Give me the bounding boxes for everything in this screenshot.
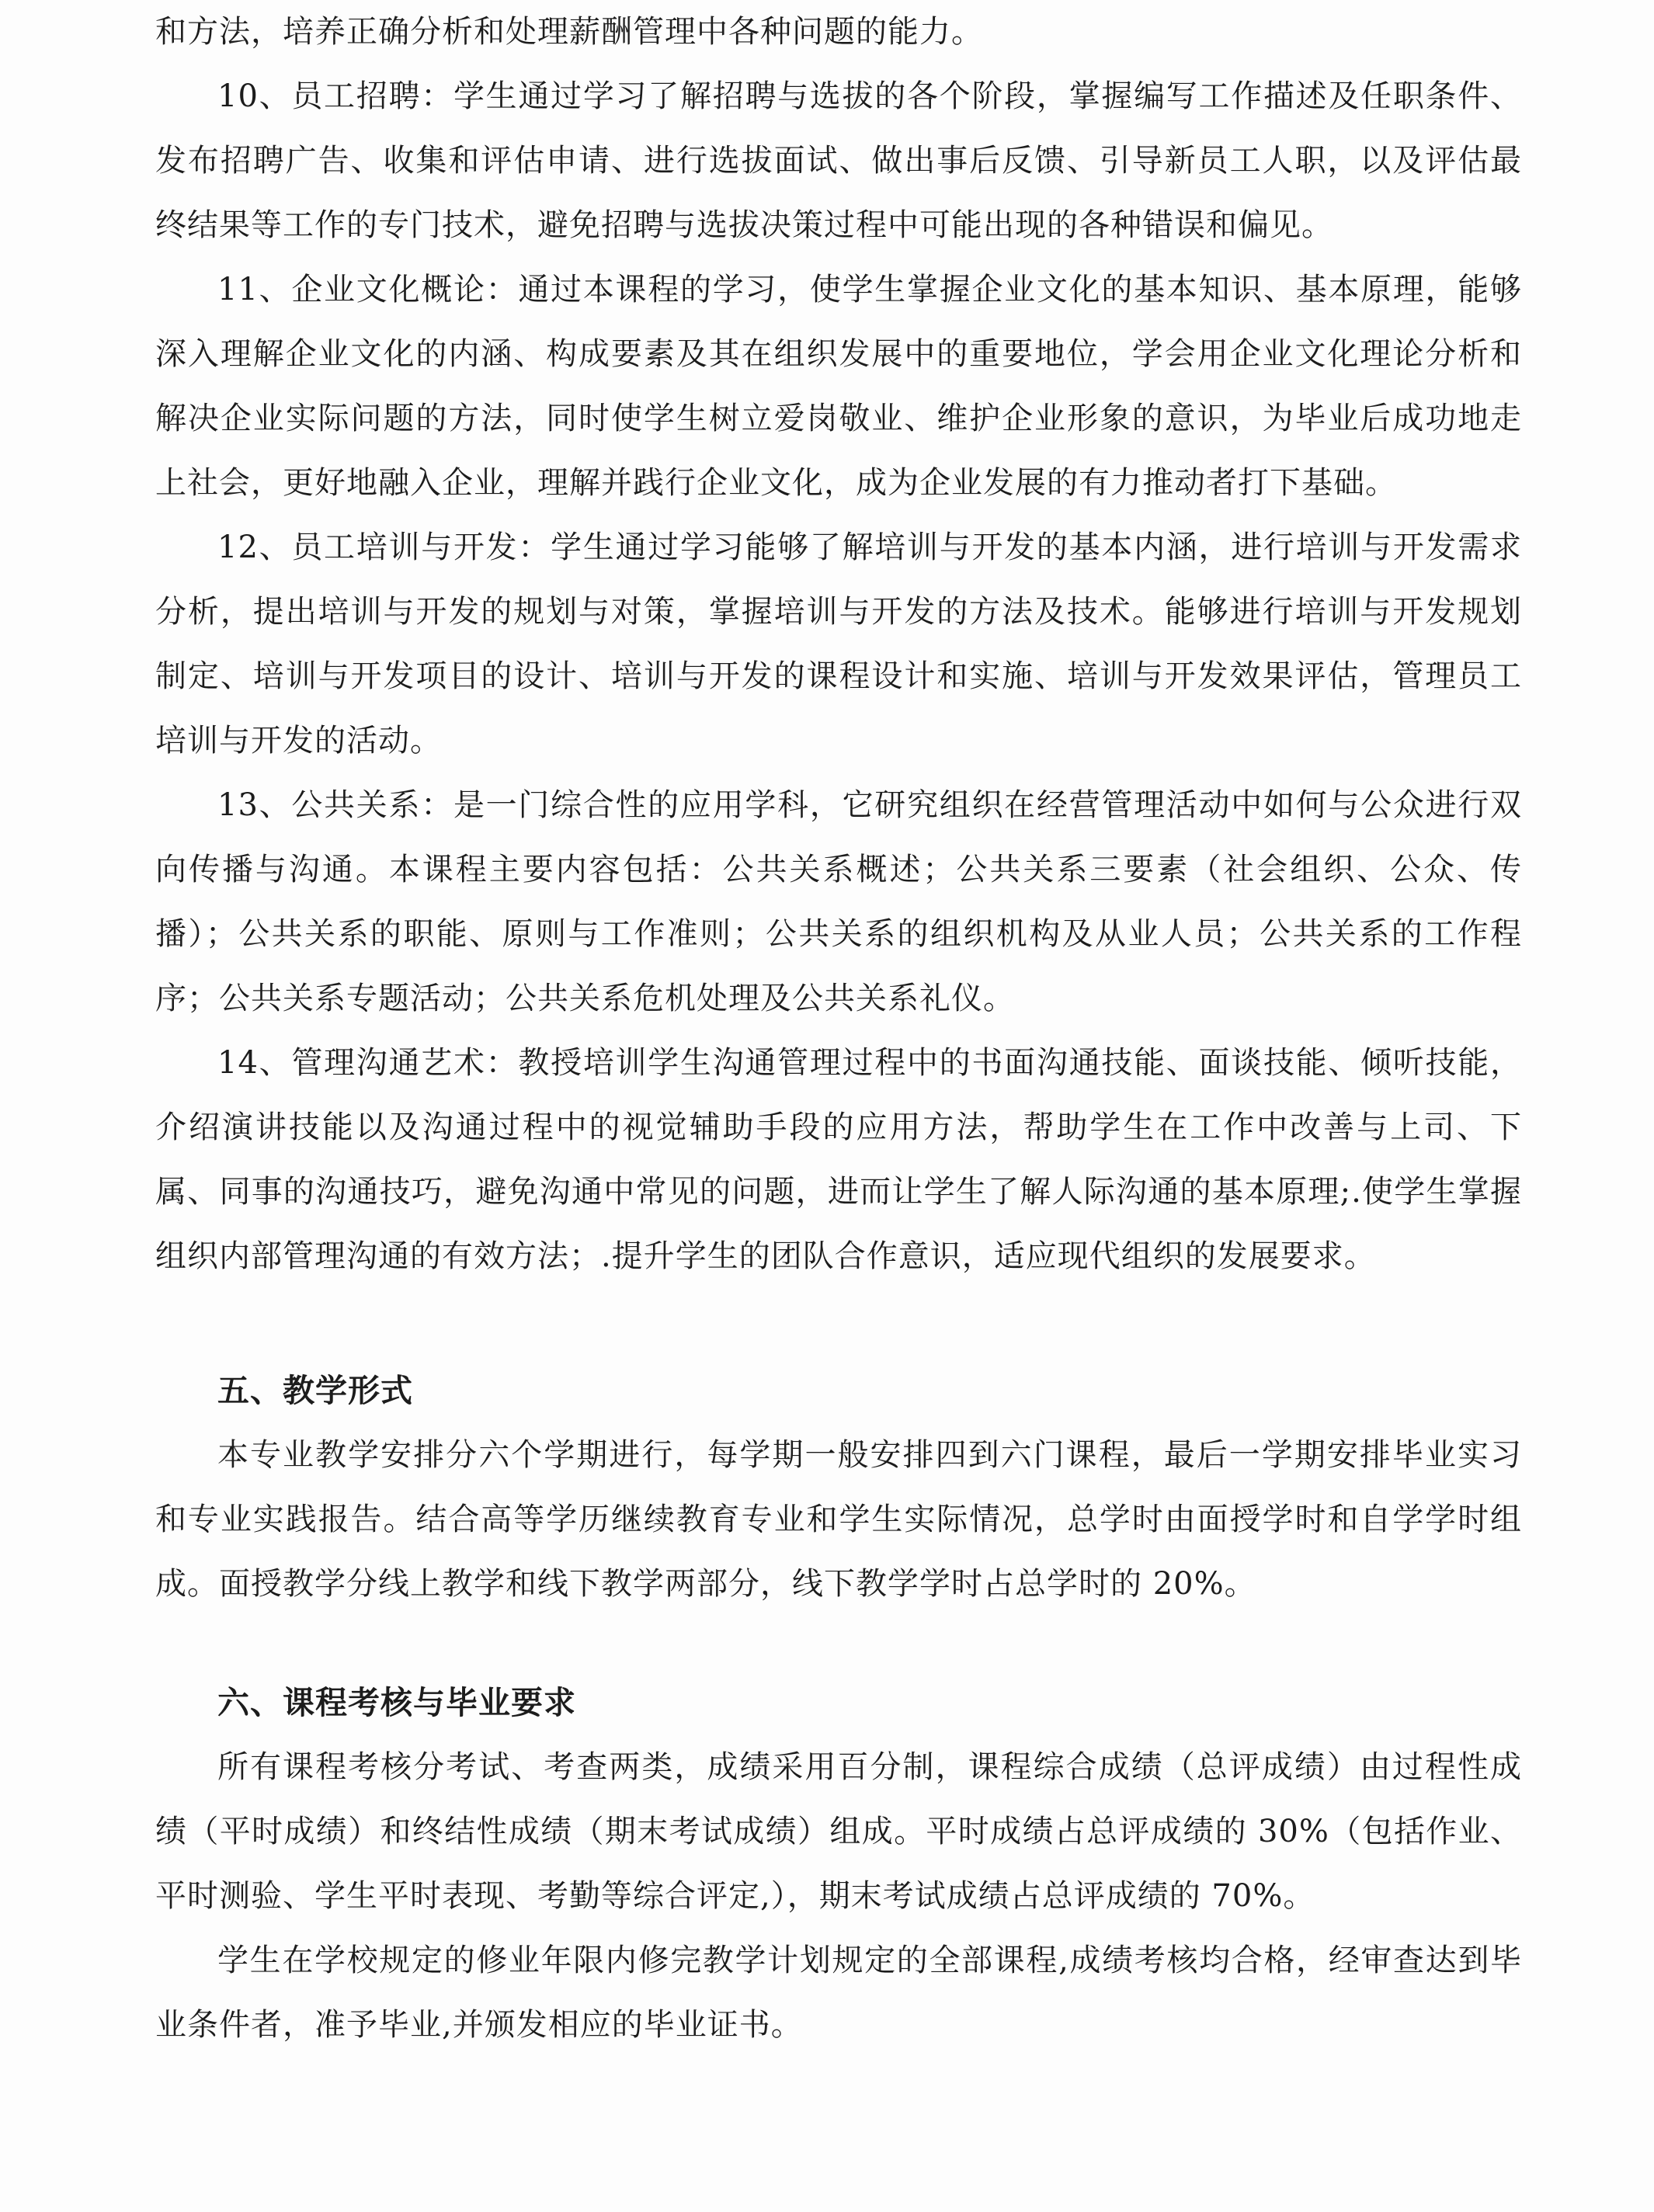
section-6-heading: 六、课程考核与毕业要求: [217, 1684, 576, 1721]
section-spacer: [155, 1616, 1522, 1671]
section-6-body-1: 所有课程考核分考试、考查两类，成绩采用百分制，课程综合成绩（总评成绩）由过程性成绩（平时成绩）和终结性成绩（期末考试成绩）组成。平时成绩占总评成绩的 30%（包括作业、平时测验、学生平时表现、考勤等综合评定,），期末考试成绩占总评成绩的 70%。: [155, 1749, 1522, 1914]
course-10-paragraph: 10、员工招聘：学生通过学习了解招聘与选拔的各个阶段，掌握编写工作描述及任职条件、发布招聘广告、收集和评估申请、进行选拔面试、做出事后反馈、引导新员工人职，以及评估最终结果等工作的专门技术，避免招聘与选拔决策过程中可能出现的各种错误和偏见。: [155, 78, 1522, 243]
course-13-paragraph: 13、公共关系：是一门综合性的应用学科，它研究组织在经营管理活动中如何与公众进行双向传播与沟通。本课程主要内容包括：公共关系概述；公共关系三要素（社会组织、公众、传播）；公共关系的职能、原则与工作准则；公共关系的组织机构及从业人员；公共关系的工作程序；公共关系专题活动；公共关系危机处理及公共关系礼仪。: [155, 787, 1522, 1016]
course-11-paragraph: 11、企业文化概论：通过本课程的学习，使学生掌握企业文化的基本知识、基本原理，能够深入理解企业文化的内涵、构成要素及其在组织发展中的重要地位，学会用企业文化理论分析和解决企业实际问题的方法，同时使学生树立爱岗敬业、维护企业形象的意识，为毕业后成功地走上社会，更好地融入企业，理解并践行企业文化，成为企业发展的有力推动者打下基础。: [155, 272, 1522, 501]
section-6-body-2: 学生在学校规定的修业年限内修完教学计划规定的全部课程,成绩考核均合格，经审查达到毕业条件者，准予毕业,并颁发相应的毕业证书。: [155, 1943, 1522, 2043]
course-14-paragraph: 14、管理沟通艺术：教授培训学生沟通管理过程中的书面沟通技能、面谈技能、倾听技能，介绍演讲技能以及沟通过程中的视觉辅助手段的应用方法，帮助学生在工作中改善与上司、下属、同事的沟通技巧，避免沟通中常见的问题，进而让学生了解人际沟通的基本原理;.使学生掌握组织内部管理沟通的有效方法；.提升学生的团队合作意识，适应现代组织的发展要求。: [155, 1045, 1522, 1274]
course-12-paragraph: 12、员工培训与开发：学生通过学习能够了解培训与开发的基本内涵，进行培训与开发需求分析，提出培训与开发的规划与对策，掌握培训与开发的方法及技术。能够进行培训与开发规划制定、培训与开发项目的设计、培训与开发的课程设计和实施、培训与开发效果评估，管理员工培训与开发的活动。: [155, 530, 1522, 759]
section-spacer: [155, 1289, 1522, 1359]
section-5-body: 本专业教学安排分六个学期进行，每学期一般安排四到六门课程，最后一学期安排毕业实习和专业实践报告。结合高等学历继续教育专业和学生实际情况，总学时由面授学时和自学学时组成。面授教学分线上教学和线下教学两部分，线下教学学时占总学时的 20%。: [155, 1437, 1522, 1602]
lead-fragment: 和方法，培养正确分析和处理薪酬管理中各种问题的能力。: [155, 14, 983, 50]
section-5-heading: 五、教学形式: [217, 1372, 413, 1409]
document-body: [155, 0, 1522, 2057]
